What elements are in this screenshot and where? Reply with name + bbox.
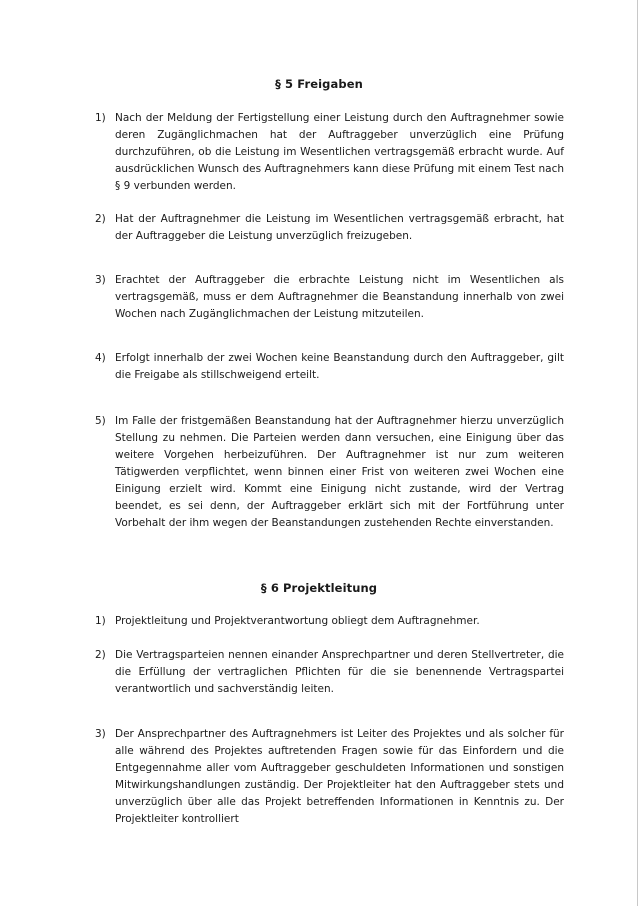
section-6-heading: § 6 Projektleitung xyxy=(260,581,378,595)
section-5-item-4 xyxy=(95,350,565,384)
item-number: 3) xyxy=(95,728,106,740)
item-text: Im Falle der fristgemäßen Beanstandung hat der Auftragnehmer hierzu unverzüglich Stellung zu nehmen. Die Parteien werden dann versuchen, eine Einigung über das weitere Vorgehen herbeizuführen. Der Auftragnehmer ist nur zum weiteren Tätigwerden verpflichtet, wenn binnen einer Frist von weiteren zwei Wochen eine Einigung erzielt wird. Kommt eine Einigung nicht zustande, wird der Vertrag beendet, es sei denn, der Auftraggeber erklärt sich mit der Fortführung unter Vorbehalt der ihm wegen der Beanstandungen zustehenden Rechte einverstanden. xyxy=(115,415,564,529)
item-number: 1) xyxy=(95,112,106,124)
item-text: Hat der Auftragnehmer die Leistung im Wesentlichen vertragsgemäß erbracht, hat der Auftraggeber die Leistung unverzüglich freizugeben. xyxy=(115,213,564,242)
item-number: 5) xyxy=(95,415,106,427)
item-text: Erachtet der Auftraggeber die erbrachte Leistung nicht im Wesentlichen als vertragsgemäß, muss er dem Auftragnehmer die Beanstandung innerhalb von zwei Wochen nach Zugänglichmachen der Leistung mitzuteilen. xyxy=(115,274,564,320)
item-text: Der Ansprechpartner des Auftragnehmers ist Leiter des Projektes und als solcher für alle während des Projektes auftretenden Fragen sowie für das Einfordern und die Entgegennahme aller vom Auftraggeber geschuldeten Informationen und sonstigen Mitwirkungshandlungen zuständig. Der Projektleiter hat den Auftraggeber stets und unverzüglich über alle das Projekt betreffenden Informationen in Kenntnis zu. Der Projektleiter kontrolliert xyxy=(115,728,564,825)
section-6-item-3 xyxy=(95,726,565,828)
section-5-item-5 xyxy=(95,413,565,532)
item-number: 4) xyxy=(95,352,106,364)
item-text: Nach der Meldung der Fertigstellung einer Leistung durch den Auftragnehmer sowie deren Zugänglichmachen hat der Auftraggeber unverzüglich eine Prüfung durchzuführen, ob die Leistung im Wesentlichen vertragsgemäß erbracht wurde. Auf ausdrücklichen Wunsch des Auftragnehmers kann diese Prüfung mit einem Test nach § 9 verbunden werden. xyxy=(115,112,564,192)
item-text: Erfolgt innerhalb der zwei Wochen keine Beanstandung durch den Auftraggeber, gilt die Freigabe als stillschweigend erteilt. xyxy=(115,352,564,381)
item-text: Projektleitung und Projektverantwortung obliegt dem Auftragnehmer. xyxy=(115,615,480,627)
section-5-item-1 xyxy=(95,110,565,195)
item-number: 3) xyxy=(95,274,106,286)
section-6-item-1 xyxy=(95,613,565,630)
section-6-item-2 xyxy=(95,647,565,698)
section-5-item-2 xyxy=(95,211,565,245)
item-number: 2) xyxy=(95,649,106,661)
section-5-item-3 xyxy=(95,272,565,323)
item-number: 2) xyxy=(95,213,106,225)
item-number: 1) xyxy=(95,615,106,627)
item-text: Die Vertragsparteien nennen einander Ansprechpartner und deren Stellvertreter, die die Erfüllung der vertraglichen Pflichten für die sie benennende Vertragspartei verantwortlich und sachverständig leiten. xyxy=(115,649,564,695)
section-5-heading: § 5 Freigaben xyxy=(275,77,363,91)
